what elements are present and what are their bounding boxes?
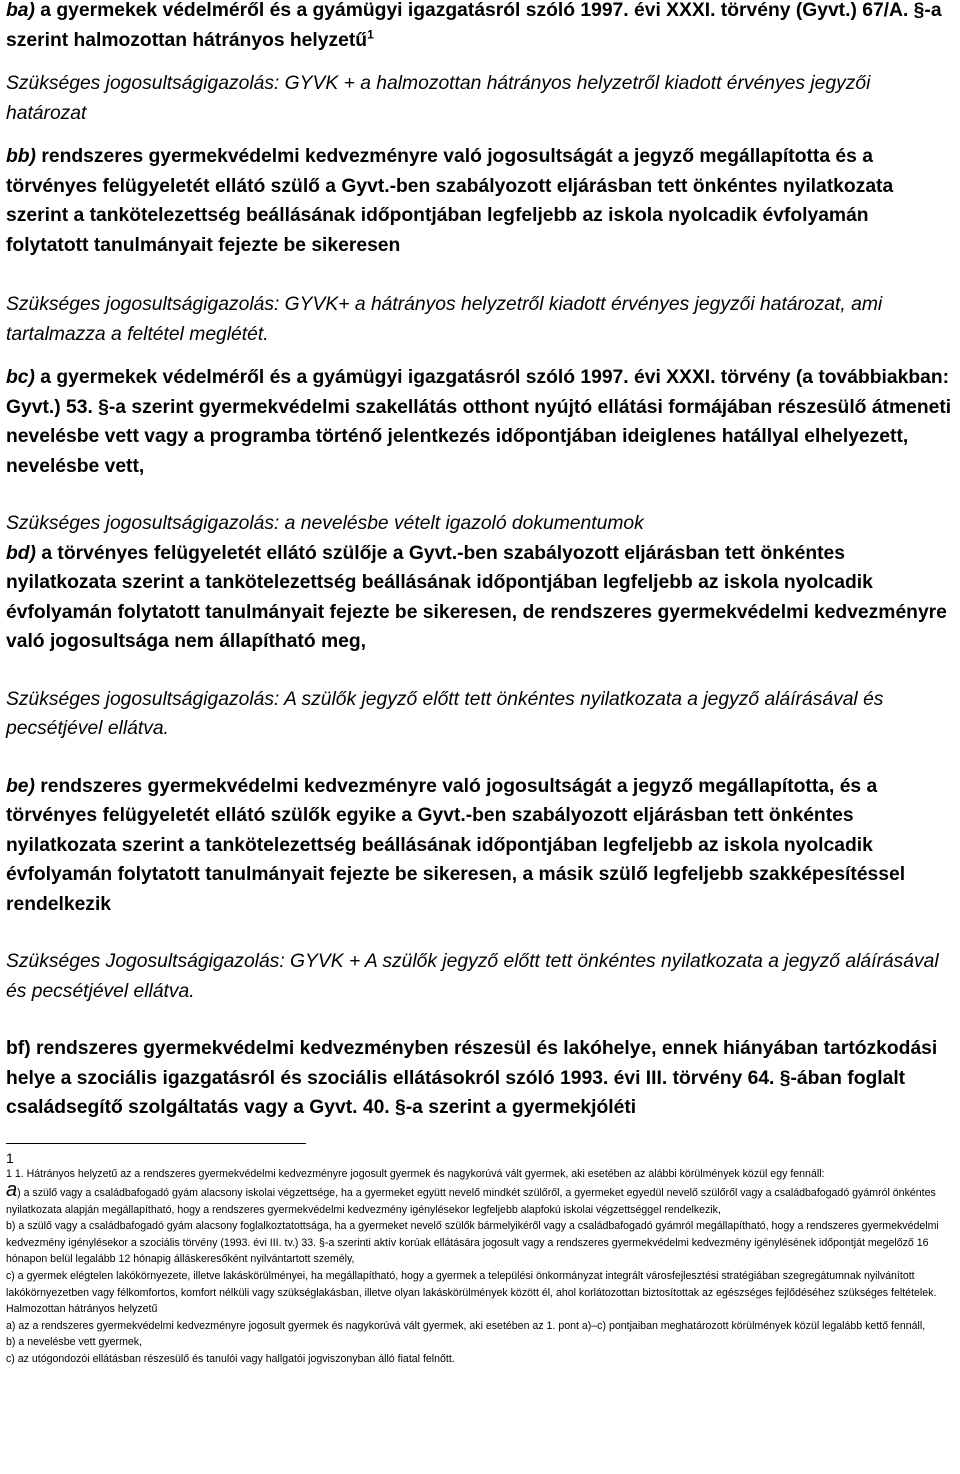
paragraph-ba bbox=[6, 0, 954, 55]
requirement-bb: Szükséges jogosultságigazolás: GYVK+ a hátrányos helyzetről kiadott érvényes jegyzői határozat, ami tartalmazza a feltétel meglétét. bbox=[6, 294, 883, 345]
paragraph-text: a gyermekek védelméről és a gyámügyi igazgatásról szóló 1997. évi XXXI. törvény (Gyvt.) 67/A. §-a szerint halmozottan hátrányos helyzetű bbox=[6, 0, 942, 51]
paragraph-bf: bf) rendszeres gyermekvédelmi kedvezményben részesül és lakóhelye, ennek hiányában tartózkodási helye a szociális igazgatásról és szociális ellátásokról szóló 1993. évi III. törvény 64. §-ában foglalt családsegítő szolgáltatás vagy a Gyvt. 40. §-a szerint a gyermekjóléti bbox=[6, 1038, 938, 1118]
requirement-ba: Szükséges jogosultságigazolás: GYVK + a halmozottan hátrányos helyzetről kiadott érvényes jegyzői határozat bbox=[6, 73, 871, 124]
footnote-hh-a: a) az a rendszeres gyermekvédelmi kedvezményre jogosult gyermek és nagykorúvá vált gyermek, aki esetében az 1. pont a)–c) pontjaiban meghatározott körülmények közül legalább kettő fennáll, bbox=[6, 1319, 926, 1332]
footnote-line: 1 1. Hátrányos helyzetű az a rendszeres gyermekvédelmi kedvezményre jogosult gyermek és nagykorúvá vált gyermek, aki esetében az alábbi körülmények közül egy fennáll: bbox=[6, 1167, 825, 1180]
footnote-item-text: ) a szülő vagy a családbafogadó gyám alacsony iskolai végzettsége, ha a gyermeket együtt nevelő mindkét szülőről, a gyermeket egyedül nevelő szülőről vagy a családbafogadó gyámról önkéntes nyilatkozata alapján megállapítható, hogy a rendszeres gyermekvédelmi kedvezmény igénylésekor legfeljebb alapfokú iskolai végzettséggel rendelkezik, bbox=[6, 1187, 936, 1216]
footnote-item-a bbox=[6, 1179, 954, 1218]
paragraph-bb bbox=[6, 142, 954, 260]
footnote-item-c: c) a gyermek elégtelen lakókörnyezete, illetve lakáskörülményei, ha megállapítható, hogy a gyermek a települési önkormányzat integrált városfejlesztési stratégiában szegregátumnak nyilvánított lakókörnyezetben vagy félkomfortos, komfort nélküli vagy szükséglakásban, illetve olyan lakáskörülmények között él, ahol korlátozottan biztosítottak az egészséges fejlődéséhez szükséges feltételek. bbox=[6, 1270, 937, 1299]
footnote-item-b: b) a szülő vagy a családbafogadó gyám alacsony foglalkoztatottsága, ha a gyermeket nevelő szülők bármelyikéről vagy a családbafogadó gyámról megállapítható, hogy a rendszeres gyermekvédelmi kedvezmény igénylésekor a szociális törvény (1993. évi III. tv.) 33. §-a szerinti aktív korúak ellátására jogosult vagy a rendszeres gyermekvédelmi kedvezmény igénylésének időpontját megelőző 16 hónapon belül legalább 12 hónapig álláskeresőként nyilvántartott személy, bbox=[6, 1220, 939, 1266]
requirement-be: Szükséges Jogosultságigazolás: GYVK + A szülők jegyző előtt tett önkéntes nyilatkozata a jegyző aláírásával és pecsétjével ellátva. bbox=[6, 951, 939, 1002]
paragraph-text: a gyermekek védelméről és a gyámügyi igazgatásról szóló 1997. évi XXXI. törvény (a továbbiakban: Gyvt.) 53. §-a szerint gyermekvédelmi szakellátás otthont nyújtó ellátási formájában részesülő átmeneti nevelésbe vett vagy a programba történő jelentkezés időpontjában ideiglenes hatállyal elhelyezett, nevelésbe vett, bbox=[6, 367, 952, 477]
item-marker: ba) bbox=[6, 0, 35, 21]
paragraph-text: a törvényes felügyeletét ellátó szülője a Gyvt.-ben szabályozott eljárásban tett önkéntes nyilatkozata szerint a tankötelezettség beállásának időpontjában legfeljebb az iskola nyolcadik évfolyamán folytatott tanulmányait fejezte be sikeresen, de rendszeres gyermekvédelmi kedvezményre való jogosultsága nem állapítható meg, bbox=[6, 542, 947, 652]
requirement-bc: Szükséges jogosultságigazolás: a nevelésbe vételt igazoló dokumentumok bbox=[6, 513, 644, 534]
requirement-bd: Szükséges jogosultságigazolás: A szülők jegyző előtt tett önkéntes nyilatkozata a jegyző aláírásával és pecsétjével ellátva. bbox=[6, 688, 884, 739]
footnote-hh-c: c) az utógondozói ellátásban részesülő és tanulói vagy hallgatói jogviszonyban álló fiatal felnőtt. bbox=[6, 1353, 455, 1366]
paragraph-bc bbox=[6, 363, 954, 481]
paragraph-text: rendszeres gyermekvédelmi kedvezményre való jogosultságát a jegyző megállapította, és a törvényes felügyeletét ellátó szülők egyike a Gyvt.-ben szabályozott eljárásban tett önkéntes nyilatkozata szerint a tankötelezettség beállásának időpontjában legfeljebb az iskola nyolcadik évfolyamán folytatott tanulmányait fejezte be sikeresen, a másik szülő legfeljebb szakképesítéssel rendelkezik bbox=[6, 775, 906, 915]
item-marker: bd) bbox=[6, 542, 36, 564]
footnote-block bbox=[6, 1150, 954, 1368]
item-marker: bb) bbox=[6, 146, 36, 167]
footnote-item-marker: a bbox=[6, 1179, 18, 1202]
footnote-reference[interactable]: 1 bbox=[367, 27, 374, 42]
paragraph-bd bbox=[6, 539, 954, 657]
footnote-hh-b: b) a nevelésbe vett gyermek, bbox=[6, 1336, 143, 1349]
paragraph-text: rendszeres gyermekvédelmi kedvezményre való jogosultságát a jegyző megállapította és a törvényes felügyeletét ellátó szülő a Gyvt.-ben szabályozott eljárásban tett önkéntes nyilatkozata szerint a tankötelezettség beállásának időpontjában legfeljebb az iskola nyolcadik évfolyamán folytatott tanulmányait fejezte be sikeresen bbox=[6, 146, 894, 256]
footnote-subtitle: Halmozottan hátrányos helyzetű bbox=[6, 1303, 158, 1316]
paragraph-be bbox=[6, 772, 954, 920]
footnote-separator bbox=[6, 1143, 306, 1144]
footnote-number: 1 bbox=[6, 1149, 14, 1166]
item-marker: bc) bbox=[6, 367, 35, 388]
item-marker: be) bbox=[6, 775, 35, 797]
